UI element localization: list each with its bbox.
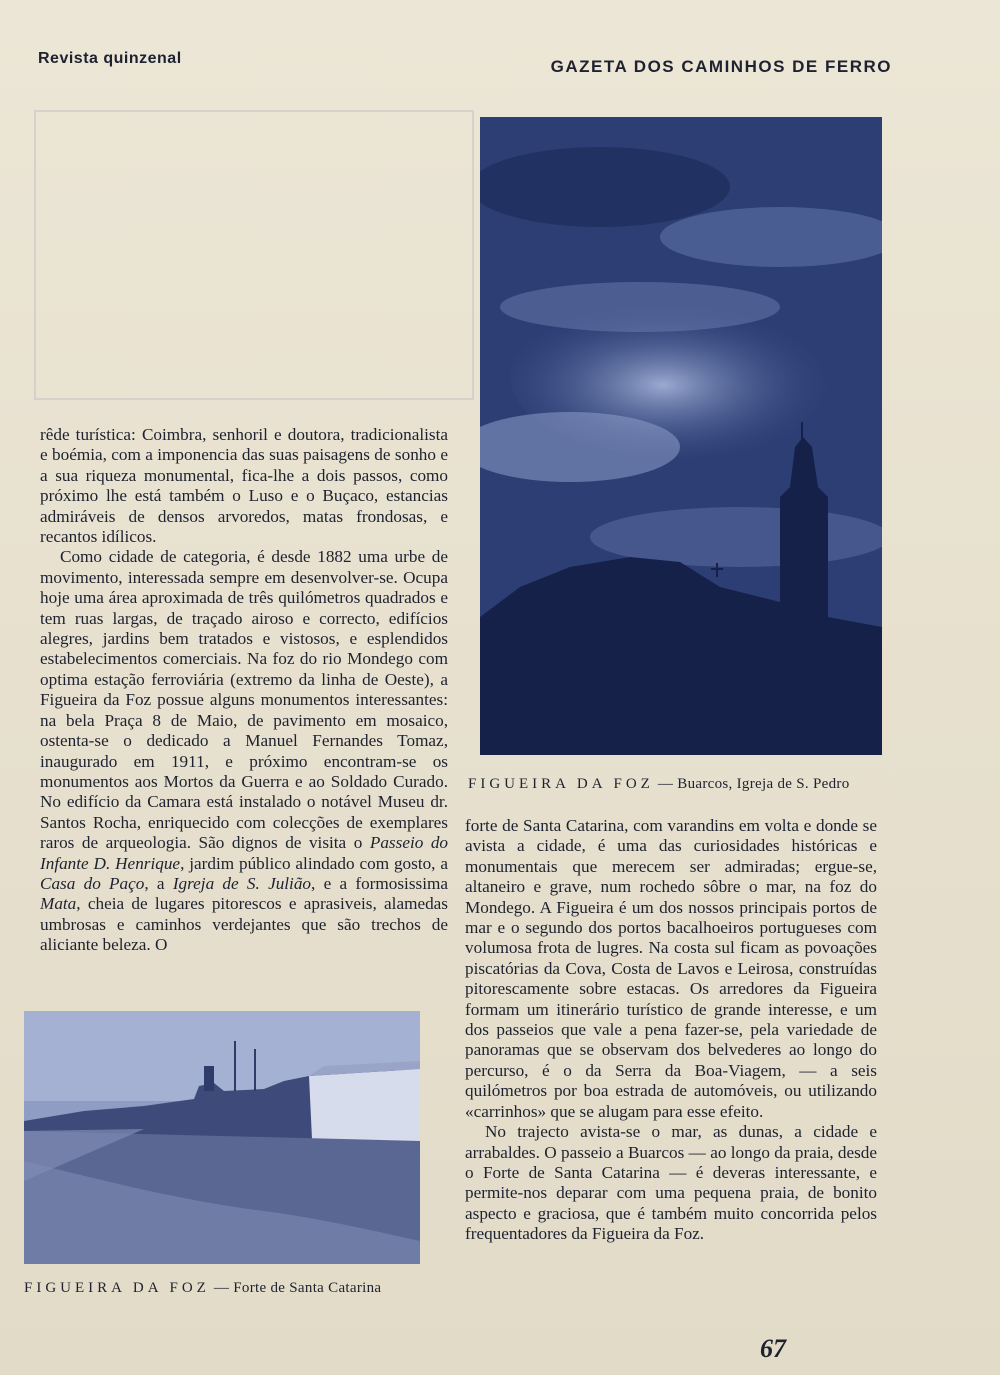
photo-forte-santa-catarina bbox=[24, 1011, 420, 1264]
paragraph-left-2-text: Como cidade de categoria, é desde 1882 uma urbe de movimento, interessada sempre em desenvolver-se. Ocupa hoje uma área aproximada de três quilómetros quadrados e tem ruas largas, de traçado airoso e correcto, edifícios alegres, jardins bem tratados e vistosos, e esplendidos estabelecimentos comerciais. Na foz do rio Mondego com optima estação ferroviária (extremo da linha de Oeste), a Figueira da Foz possue alguns monumentos interessantes: na bela Praça 8 de Maio, de pavimento em mosaico, ostenta-se o dedicado a Manuel Fernandes Tomaz, inaugurado em 1911, e próximo encontram-se os monumentos aos Mortos da Guerra e ao Soldado Curado. No edifício da Camara está instalado o notável Museu dr. Santos Rocha, enriquecido com colecções de exemplares raros de arqueologia. São dignos de visita o bbox=[40, 547, 448, 853]
place-passeio-infante: Passeio do Infante D. Henrique bbox=[40, 833, 449, 873]
caption-church-text: — Buarcos, Igreja de S. Pedro bbox=[657, 776, 850, 792]
paragraph-right-1: forte de Santa Catarina, com varandins em volta e donde se avista a cidade, é uma das curiosidades históricas e monumentais que merecem ser admiradas; ergue-se, altaneiro e grave, num rochedo sôbre o mar, na foz do Mondego. A Figueira é um dos nossos principais portos de mar e o segundo dos portos bacalhoeiros portugueses com volumosa frota de lugres. Na costa sul ficam as povoações piscatórias da Cova, Costa de Lavos e Leirosa, construídas pitorescamente sobre estacas. Os arredores da Figueira formam um itinerário turístico de grande interesse, e um dos passeios que vale a pena fazer-se, pela variedade de panoramas que se observam dos belvederes ao longo do percurso, é o da Serra da Boa-Viagem, — a seis quilómetros por boa estrada de automóveis, ou utilizando «carrinhos» que se alugam para esse efeito. bbox=[465, 816, 877, 1121]
text-segment: , jardim público alindado com gosto, a bbox=[180, 853, 448, 873]
place-igreja-s-juliao: Igreja de S. Julião bbox=[172, 873, 312, 893]
place-mata: Mata bbox=[40, 894, 77, 914]
caption-church-place: FIGUEIRA DA FOZ bbox=[468, 776, 654, 792]
fort-beach-image bbox=[24, 1011, 420, 1264]
text-segment: , cheia de lugares pitorescos e aprasiveis, alamedas umbrosas e caminhos verdejantes que são trechos de aliciante beleza. O bbox=[40, 894, 448, 955]
show-through-advertisement bbox=[34, 110, 474, 400]
text-segment: , a bbox=[144, 873, 173, 893]
place-casa-do-paco: Casa do Paço bbox=[40, 873, 145, 893]
article-right-column bbox=[465, 816, 877, 1245]
header-magazine-title: GAZETA DOS CAMINHOS DE FERRO bbox=[550, 57, 892, 76]
paragraph-left-2 bbox=[40, 547, 448, 955]
paragraph-right-2: No trajecto avista-se o mar, as dunas, a cidade e arrabaldes. O passeio a Buarcos — ao longo da praia, desde o Forte de Santa Catarina — é deveras interessante, e permite-nos deparar com uma pequena praia, de bonito aspecto e graciosa, que é também muito concorrida pelos frequentadores da Figueira da Foz. bbox=[465, 1122, 877, 1244]
paragraph-left-1: rêde turística: Coimbra, senhoril e doutora, tradicionalista e boémia, com a imponencia das suas paisagens de sonho e a sua riqueza monumental, fica-lhe a dois passos, como próximo lhe está também o Luso e o Buçaco, estancias admiráveis de densos arvoredos, matas frondosas, e recantos idílicos. bbox=[40, 425, 448, 547]
caption-church bbox=[468, 776, 888, 793]
caption-fort bbox=[24, 1280, 444, 1297]
caption-fort-place: FIGUEIRA DA FOZ bbox=[24, 1280, 210, 1296]
text-segment: , e a formosissima bbox=[311, 873, 448, 893]
header-periodicity: Revista quinzenal bbox=[38, 50, 182, 67]
caption-fort-text: — Forte de Santa Catarina bbox=[213, 1280, 382, 1296]
article-left-column bbox=[40, 425, 448, 956]
photo-igreja-s-pedro bbox=[480, 117, 882, 755]
page-number: 67 bbox=[760, 1334, 786, 1363]
church-silhouette-image bbox=[480, 117, 882, 755]
